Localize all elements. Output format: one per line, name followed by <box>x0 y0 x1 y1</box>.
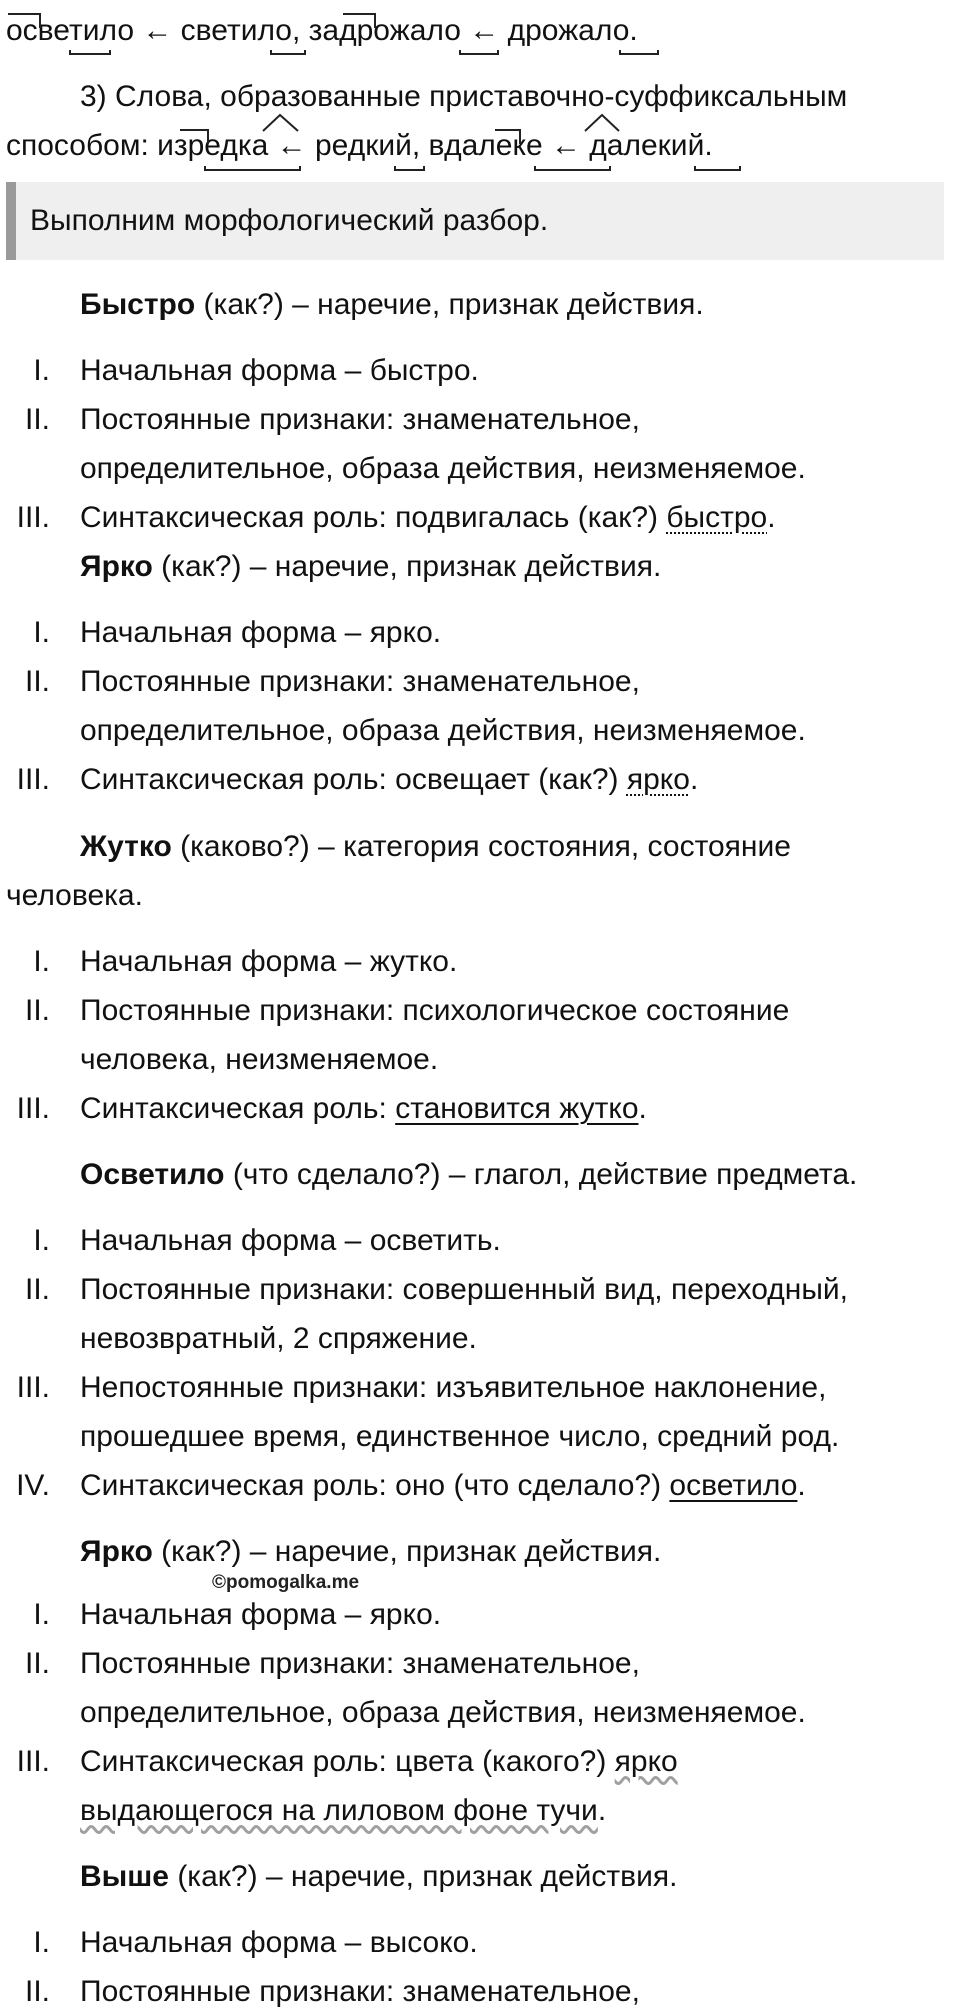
item-text: Непостоянные признаки: изъявительное наклонение, <box>80 1371 827 1404</box>
item-text: Постоянные признаки: совершенный вид, переходный, <box>80 1273 849 1306</box>
item-text: выдающегося на лиловом фоне тучи. <box>80 1794 607 1827</box>
entry-heading: Ярко (как?) – наречие, признак действия. <box>80 1535 662 1568</box>
item-text: Постоянные признаки: знаменательное, <box>80 665 640 698</box>
item-text: Постоянные признаки: психологическое состояние <box>80 994 790 1027</box>
item-text: Синтаксическая роль: подвигалась (как?) быстро. <box>80 501 776 534</box>
section-3-heading: 3) Слова, образованные приставочно-суффиксальным <box>80 80 848 113</box>
item-text: человека, неизменяемое. <box>80 1043 439 1076</box>
entry-heading: Ярко (как?) – наречие, признак действия. <box>80 550 662 583</box>
item-text: прошедшее время, единственное число, средний род. <box>80 1420 840 1453</box>
item-number: II. <box>24 1975 50 2008</box>
item-text: Начальная форма – ярко. <box>80 1598 442 1631</box>
morpheme-marks <box>0 0 960 200</box>
item-number: I. <box>33 616 50 649</box>
derivation-line-1: осветило ← светило, задрожало ← дрожало. <box>6 14 638 47</box>
item-number: III. <box>16 1371 50 1404</box>
item-text: Начальная форма – осветить. <box>80 1224 501 1257</box>
item-number: I. <box>33 1926 50 1959</box>
entry-heading: Жутко (каково?) – категория состояния, состояние <box>80 830 791 863</box>
item-number: II. <box>24 665 50 698</box>
item-text: Синтаксическая роль: освещает (как?) ярко. <box>80 763 699 796</box>
item-number: III. <box>16 1092 50 1125</box>
item-number: III. <box>16 1745 50 1778</box>
item-number: III. <box>16 763 50 796</box>
watermark: ©pomogalka.me <box>212 1572 360 1593</box>
item-text: определительное, образа действия, неизменяемое. <box>80 452 806 485</box>
item-text: невозвратный, 2 спряжение. <box>80 1322 477 1355</box>
item-text: Начальная форма – ярко. <box>80 616 442 649</box>
entry-heading: Быстро (как?) – наречие, признак действия. <box>80 288 704 321</box>
item-number: II. <box>24 994 50 1027</box>
item-number: I. <box>33 1598 50 1631</box>
item-text: Постоянные признаки: знаменательное, <box>80 403 640 436</box>
item-number: I. <box>33 354 50 387</box>
item-text: Постоянные признаки: знаменательное, <box>80 1975 640 2008</box>
item-text: Начальная форма – быстро. <box>80 354 479 387</box>
item-number: II. <box>24 403 50 436</box>
item-text: определительное, образа действия, неизменяемое. <box>80 1696 806 1729</box>
section-3-examples: способом: изредка ← редкий, вдалеке ← далекий. <box>6 129 713 162</box>
item-number: III. <box>16 501 50 534</box>
entry-heading-continuation: человека. <box>6 879 143 912</box>
item-number: IV. <box>16 1469 50 1502</box>
entry-heading: Выше (как?) – наречие, признак действия. <box>80 1860 678 1893</box>
item-number: II. <box>24 1273 50 1306</box>
item-number: I. <box>33 945 50 978</box>
item-number: I. <box>33 1224 50 1257</box>
item-text: Синтаксическая роль: цвета (какого?) ярко <box>80 1745 678 1778</box>
item-number: II. <box>24 1647 50 1680</box>
item-text: Начальная форма – высоко. <box>80 1926 478 1959</box>
banner-text: Выполним морфологический разбор. <box>30 204 549 237</box>
item-text: Постоянные признаки: знаменательное, <box>80 1647 640 1680</box>
callout-banner <box>6 182 944 260</box>
item-text: Синтаксическая роль: оно (что сделало?) осветило. <box>80 1469 806 1502</box>
item-text: определительное, образа действия, неизменяемое. <box>80 714 806 747</box>
item-text: Начальная форма – жутко. <box>80 945 458 978</box>
item-text: Синтаксическая роль: становится жутко. <box>80 1092 647 1125</box>
entry-heading: Осветило (что сделало?) – глагол, действие предмета. <box>80 1158 858 1191</box>
